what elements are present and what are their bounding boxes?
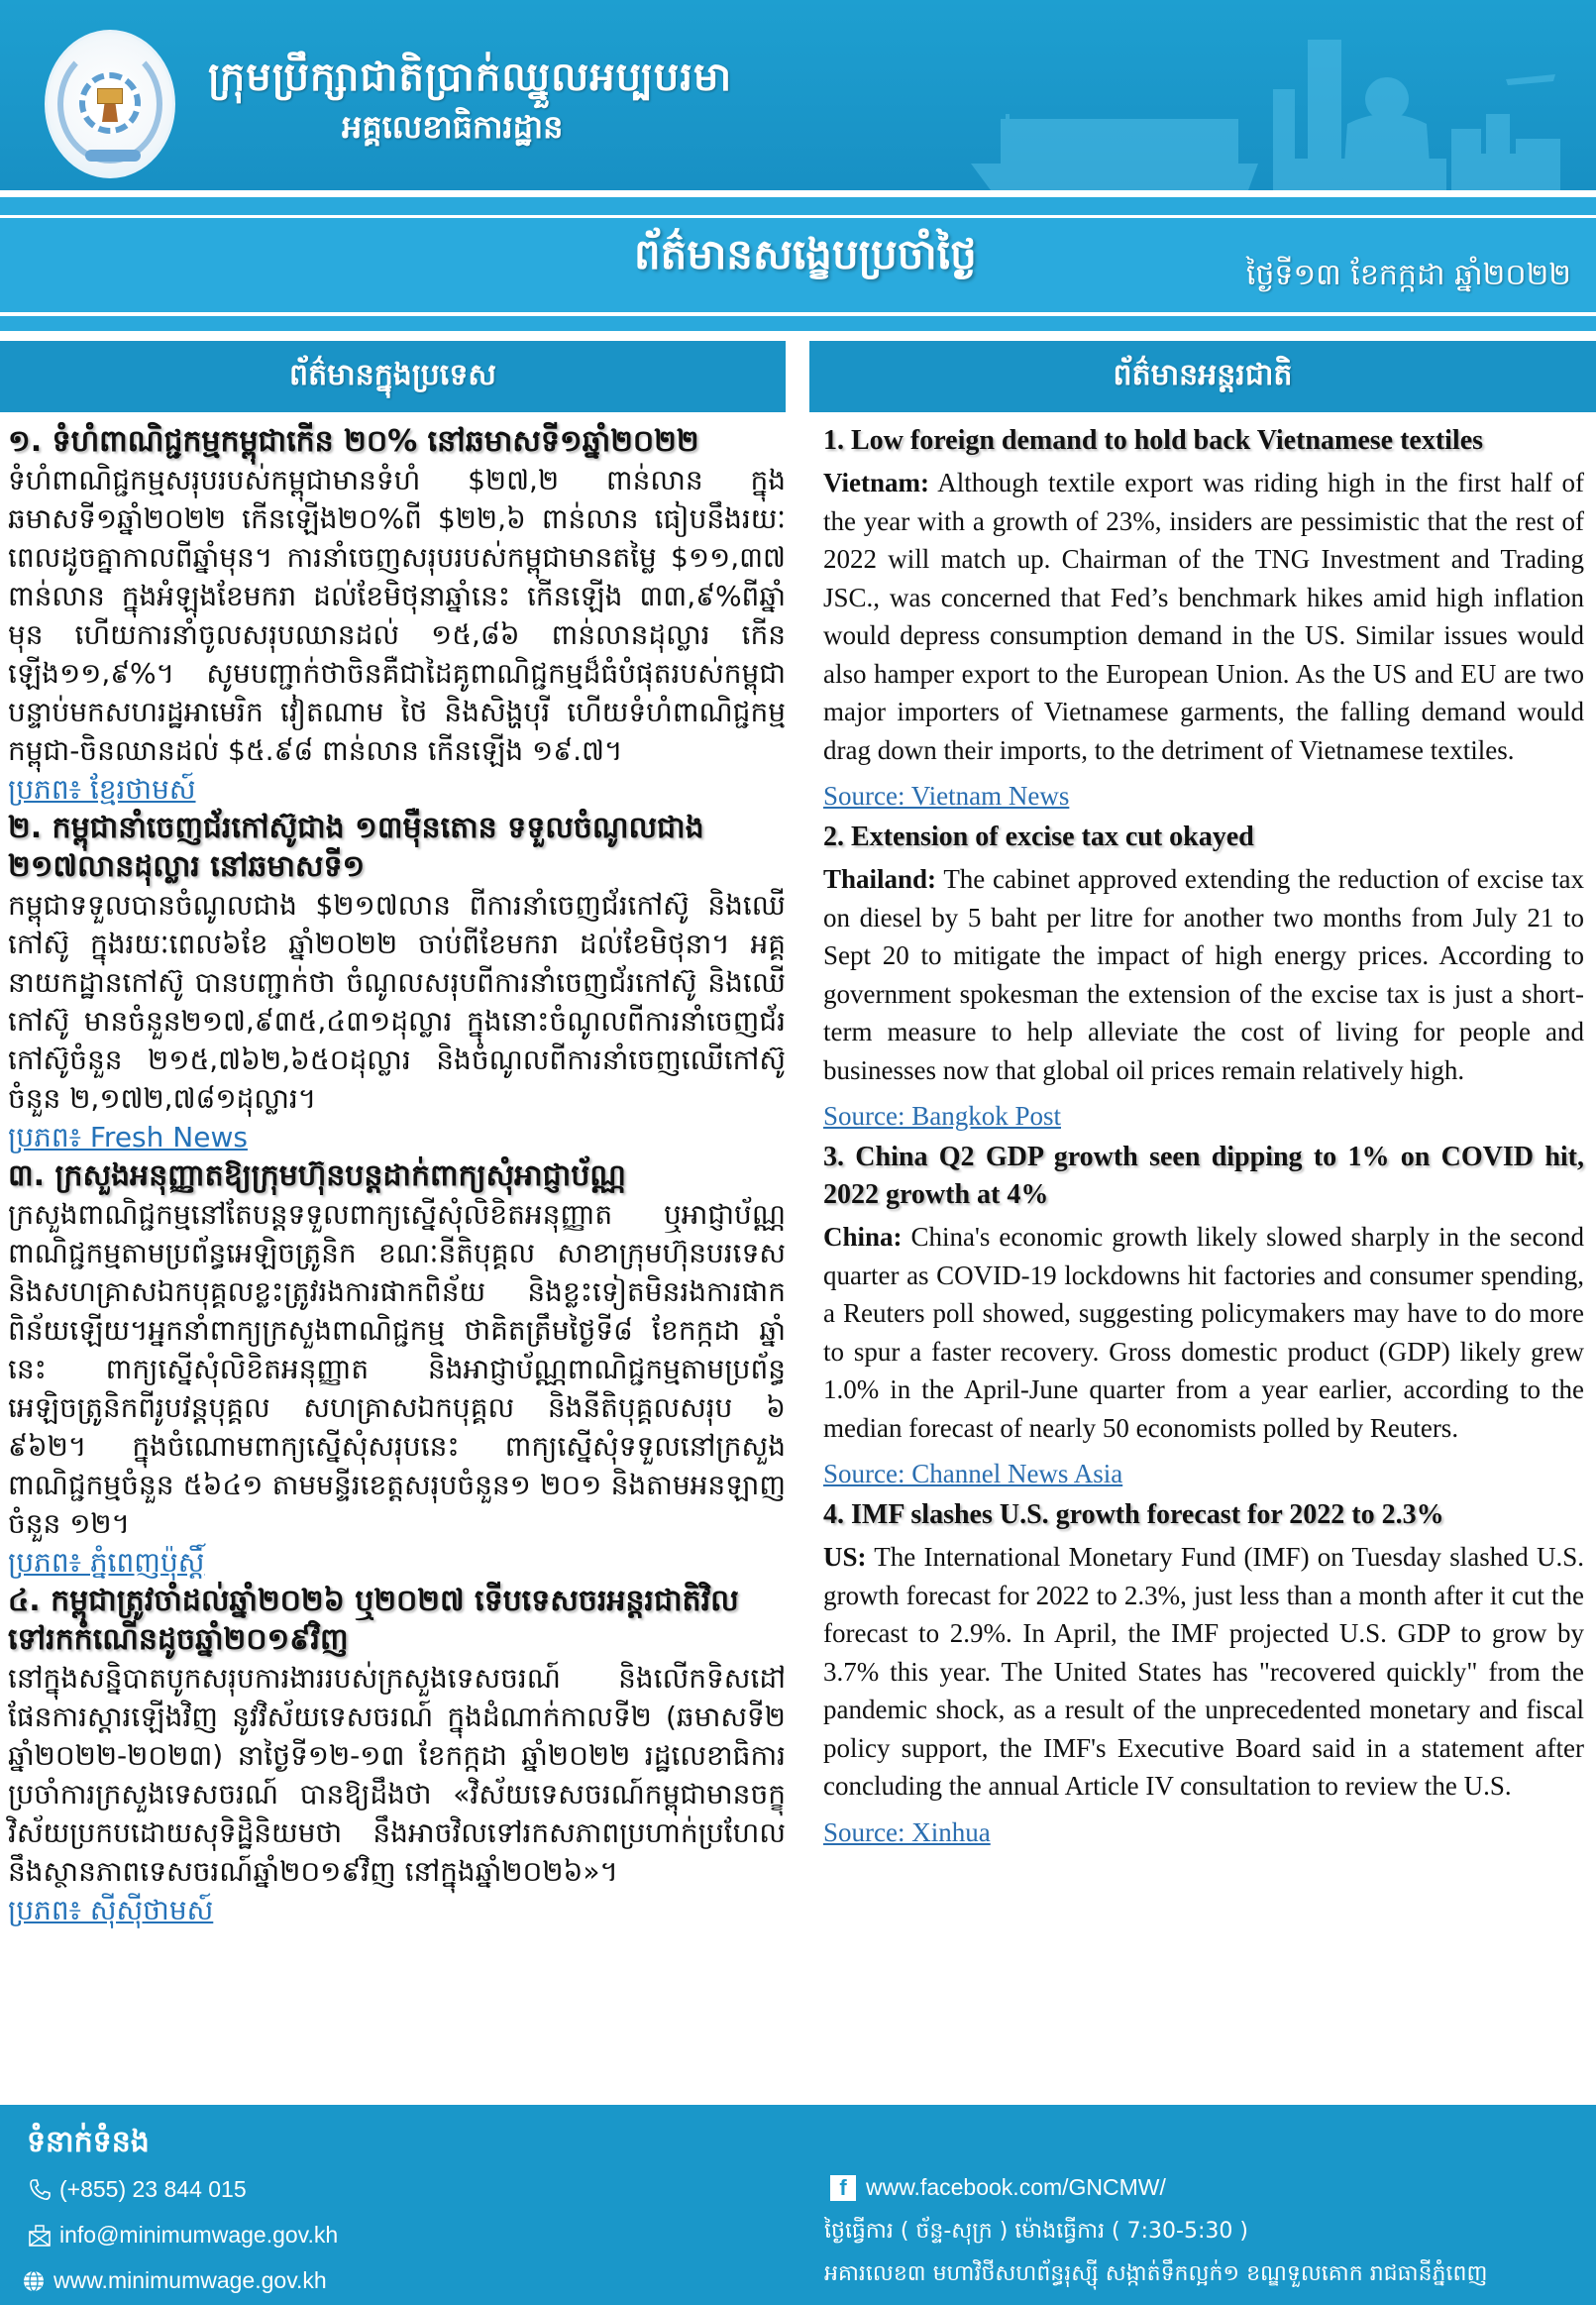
- news-item-title: ១. ទំហំពាណិជ្ជកម្មកម្ពុជាកើន ២០% នៅឆមាសទី១ឆ្នាំ២០២២: [8, 424, 699, 459]
- footer: [0, 2105, 1596, 2305]
- phone-icon: [28, 2178, 52, 2202]
- book-icon: [97, 88, 123, 104]
- office-address: អគារលេខ៣ មហាវិថីសហព័ន្ធរុស្ស៊ី សង្កាត់ទឹកល្អក់១ ខណ្ឌទួលគោក រាជធានីភ្នំពេញ: [824, 2261, 1488, 2286]
- divider: [0, 197, 1596, 215]
- news-item-title: 3. China Q2 GDP growth seen dipping to 1% on COVID hit, 2022 growth at 4%: [823, 1142, 1584, 1210]
- office-hours: ថ្ងៃធ្វើការ ( ច័ន្ទ-សុក្រ ) ម៉ោងធ្វើការ ( 7:30-5:30 ): [824, 2219, 1248, 2244]
- source-link[interactable]: ប្រភព៖ ភ្នំពេញប៉ុស្តិ៍: [8, 1546, 205, 1579]
- news-item-body: នៅក្នុងសន្និបាតបូកសរុបការងាររបស់ក្រសួងទេសចរណ៍ និងលើកទិសដៅផែនការស្តារឡើងវិញ នូវវិស័យទេសចរណ៍ ក្នុងដំណាក់កាលទី២ (ឆមាសទី២ ឆ្នាំ២០២២-២០២៣) នាថ្ងៃទី១២-១៣ ខែកក្កដា ឆ្នាំ២០២២ រដ្ឋលេខាធិការប្រចាំការក្រសួងទេសចរណ៍ បានឱ្យដឹងថា «វិស័យទេសចរណ៍កម្ពុជាមានចក្ខុវិស័យប្រកបដោយសុទិដ្ឋិនិយមថា នឹងអាចវិលទៅរកសភាពប្រហាក់ប្រហែលនឹងស្ថានភាពទេសចរណ៍ឆ្នាំ២០១៩វិញ នៅក្នុងឆ្នាំ២០២៦»។: [8, 1662, 786, 1888]
- news-item: [8, 1156, 786, 1582]
- news-item: [823, 1496, 1584, 1851]
- source-link[interactable]: Source: Xinhua: [823, 1816, 991, 1847]
- email-address: info@minimumwage.gov.kh: [59, 2222, 339, 2248]
- domestic-news-header: ព័ត៌មានក្នុងប្រទេស: [0, 341, 786, 412]
- publication-date: ថ្ងៃទី១៣ ខែកក្កដា ឆ្នាំ២០២២: [1245, 258, 1571, 292]
- news-item-body: ទំហំពាណិជ្ជកម្មសរុបរបស់កម្ពុជាមានទំហំ $២៧,២ ពាន់លាន ក្នុងឆមាសទី១ឆ្នាំ២០២២ កើនឡើង២០%ពី $២២,៦ ពាន់លាន ធៀបនឹងរយៈពេលដូចគ្នាកាលពីឆ្នាំមុន។ ការនាំចេញសរុបរបស់កម្ពុជាមានតម្លៃ $១១,៣៧ ពាន់លាន ក្នុងអំឡុងខែមករា ដល់ខែមិថុនាឆ្នាំនេះ កើនឡើង ៣៣,៩%ពីឆ្នាំមុន ហើយការនាំចូលសរុបឈានដល់ ១៥,៨៦ ពាន់លានដុល្លារ កើនឡើង១១,៩%។ សូមបញ្ជាក់ថាចិនគឺជាដៃគូពាណិជ្ជកម្មដ៏ធំបំផុតរបស់កម្ពុជា បន្ទាប់មកសហរដ្ឋអាមេរិក វៀតណាម ថៃ និងសិង្ហបុរី ហើយទំហំពាណិជ្ជកម្មកម្ពុជា-ចិនឈានដល់ $៥.៩៨ ពាន់លាន កើនឡើង ១៩.៧។: [8, 464, 786, 767]
- news-item-text: The cabinet approved extending the reduction of excise tax on diesel by 5 baht per litre for another two months from July 21 to Sept 20 to mitigate the impact of high energy prices. According to government spokesman the extension of the excise tax is just a short-term measure to help alleviate the cost of living for people and businesses now that global oil prices remain relatively high.: [823, 864, 1584, 1085]
- news-item: [823, 819, 1584, 1135]
- facebook-contact[interactable]: [830, 2174, 1166, 2201]
- news-item-title: 1. Low foreign demand to hold back Vietnamese textiles: [823, 425, 1484, 456]
- country-label: US:: [823, 1542, 867, 1572]
- page-title: ព័ត៌មានសង្ខេបប្រចាំថ្ងៃ: [634, 230, 977, 278]
- globe-icon: [22, 2269, 46, 2293]
- source-link[interactable]: ប្រភព៖ ស៊ីស៊ីថាមស៍: [8, 1894, 214, 1926]
- news-item-body: [823, 464, 1584, 769]
- international-news-column: [809, 341, 1596, 1851]
- country-label: China:: [823, 1222, 903, 1252]
- phone-number: (+855) 23 844 015: [59, 2176, 247, 2202]
- news-item-title: ៣. ក្រសួងអនុញ្ញាតឱ្យក្រុមហ៊ុនបន្តដាក់ពាក្យសុំអាជ្ញាប័ណ្ណ: [8, 1158, 626, 1193]
- source-link[interactable]: ប្រភព៖ ខ្មែរថាមស៍: [8, 773, 196, 806]
- facebook-url: www.facebook.com/GNCMW/: [866, 2174, 1166, 2200]
- contact-title: ទំនាក់ទំនង: [27, 2125, 150, 2159]
- ministry-seal-icon: [45, 30, 175, 178]
- news-item: [823, 422, 1584, 815]
- news-item-title: 2. Extension of excise tax cut okayed: [823, 822, 1254, 852]
- source-link[interactable]: Source: Vietnam News: [823, 781, 1070, 811]
- news-item-text: Although textile export was riding high in the first half of the year with a growth of 23%, insiders are pessimistic that the rest of 2022 will match up. Chairman of the TNG Investment and Trading JSC., was concerned that Fed’s benchmark hikes amid high inflation would depress consumption demand in the US. Similar issues would also hamper export to the European Union. As the US and EU are two major importers of Vietnamese garments, the falling demand would drag down their imports, to the detriment of Vietnamese textiles.: [823, 468, 1584, 765]
- phone-contact[interactable]: [28, 2176, 247, 2203]
- title-band: [0, 218, 1596, 312]
- news-item-body: ក្រសួងពាណិជ្ជកម្មនៅតែបន្តទទួលពាក្យស្នើសុំលិខិតអនុញ្ញាត ឬអាជ្ញាប័ណ្ណពាណិជ្ជកម្មតាមប្រព័ន្ធអេឡិចត្រូនិក ខណៈនីតិបុគ្គល សាខាក្រុមហ៊ុនបរទេស និងសហគ្រាសឯកបុគ្គលខ្លះត្រូវរងការផាកពិន័យ និងខ្លះទៀតមិនរងការផាកពិន័យឡើយ។អ្នកនាំពាក្យក្រសួងពាណិជ្ជកម្ម ថាគិតត្រឹមថ្ងៃទី៨ ខែកក្កដា ឆ្នាំនេះ ពាក្យស្នើសុំលិខិតអនុញ្ញាត និងអាជ្ញាប័ណ្ណពាណិជ្ជកម្មតាមប្រព័ន្ធអេឡិចត្រូនិកពីរូបវន្តបុគ្គល សហគ្រាសឯកបុគ្គល និងនីតិបុគ្គលសរុប ៦ ៩៦២។ ក្នុងចំណោមពាក្យស្នើសុំសរុបនេះ ពាក្យស្នើសុំទទួលនៅក្រសួងពាណិជ្ជកម្មចំនួន ៥៦៤១ តាមមន្ទីរខេត្តសរុបចំនួន១ ២០១ និងតាមអនឡាញចំនួន ១២។: [8, 1198, 786, 1540]
- city-skyline-illustration: [882, 20, 1575, 190]
- country-label: Thailand:: [823, 864, 937, 894]
- country-label: Vietnam:: [823, 468, 929, 497]
- source-link[interactable]: ប្រភព៖ Fresh News: [8, 1121, 248, 1153]
- header-band: [0, 0, 1596, 190]
- international-news-header: ព័ត៌មានអន្តរជាតិ: [809, 341, 1596, 412]
- news-item: [8, 1582, 786, 1929]
- news-item: [8, 422, 786, 809]
- news-item-body: [823, 1218, 1584, 1447]
- source-link[interactable]: Source: Channel News Asia: [823, 1459, 1123, 1488]
- email-contact[interactable]: [28, 2222, 338, 2249]
- news-item: [823, 1139, 1584, 1492]
- news-item-body: [823, 1538, 1584, 1806]
- ribbon-icon: [85, 150, 141, 162]
- website-url: www.minimumwage.gov.kh: [53, 2267, 327, 2293]
- news-item-body: [823, 860, 1584, 1089]
- domestic-news-column: [0, 341, 786, 1929]
- news-item-text: China's economic growth likely slowed sharply in the second quarter as COVID-19 lockdowns hit factories and consumer spending, a Reuters poll showed, suggesting policymakers may have to do more to spur a faster recovery. Gross domestic product (GDP) likely grew 1.0% in the April-June quarter from a year earlier, according to the median forecast of nearly 50 economists polled by Reuters.: [823, 1222, 1584, 1443]
- news-item-title: ៤. កម្ពុជាត្រូវចាំដល់ឆ្នាំ២០២៦ ឬ២០២៧ ទើបទេសចរអន្តរជាតិវិលទៅរកកំណើនដូចឆ្នាំ២០១៩វិញ: [8, 1584, 739, 1657]
- divider: [0, 190, 1596, 197]
- facebook-icon: f: [830, 2175, 856, 2201]
- website-contact[interactable]: [22, 2267, 327, 2294]
- divider: [0, 316, 1596, 331]
- source-link[interactable]: Source: Bangkok Post: [823, 1101, 1061, 1131]
- pedestal-icon: [102, 104, 118, 122]
- news-item-body: កម្ពុជាទទួលបានចំណូលជាង $២១៧លាន ពីការនាំចេញជ័រកៅស៊ូ និងឈើកៅស៊ូ ក្នុងរយៈពេល៦ខែ ឆ្នាំ២០២២ ចាប់ពីខែមករា ដល់ខែមិថុនា។ អគ្គនាយកដ្ឋានកៅស៊ូ បានបញ្ជាក់ថា ចំណូលសរុបពីការនាំចេញជ័រកៅស៊ូ និងឈើកៅស៊ូ មានចំនួន២១៧,៩៣៥,៤៣១ដុល្លារ ក្នុងនោះចំណូលពីការនាំចេញជ័រកៅស៊ូចំនួន ២១៥,៧៦២,៦៥០ដុល្លារ និងចំណូលពីការនាំចេញឈើកៅស៊ូ ចំនួន ២,១៧២,៧៨១ដុល្លារ។: [8, 889, 786, 1115]
- news-item-title: ២. កម្ពុជានាំចេញជ័រកៅស៊ូជាង ១៣ម៉ឺនតោន ទទួលចំណូលជាង ២១៧លានដុល្លារ នៅឆមាសទី១: [8, 811, 704, 884]
- news-item-title: 4. IMF slashes U.S. growth forecast for 2022 to 2.3%: [823, 1499, 1444, 1530]
- organization-name: ក្រុមប្រឹក្សាជាតិប្រាក់ឈ្នួលអប្បបរមា: [208, 54, 733, 100]
- news-item: [8, 809, 786, 1156]
- news-item-text: The International Monetary Fund (IMF) on Tuesday slashed U.S. growth forecast for 2022 to 2.3%, just less than a month after it cut the forecast to 2.9%. In April, the IMF projected U.S. GDP to grow by 3.7% this year. The United States has "recovered quickly" from the pandemic shock, as a result of the unprecedented monetary and fiscal policy support, the IMF's Executive Board said in a statement after concluding the annual Article IV consultation to review the U.S.: [823, 1542, 1584, 1801]
- organization-subtitle: អគ្គលេខាធិការដ្ឋាន: [342, 108, 564, 146]
- mail-icon: [28, 2224, 52, 2248]
